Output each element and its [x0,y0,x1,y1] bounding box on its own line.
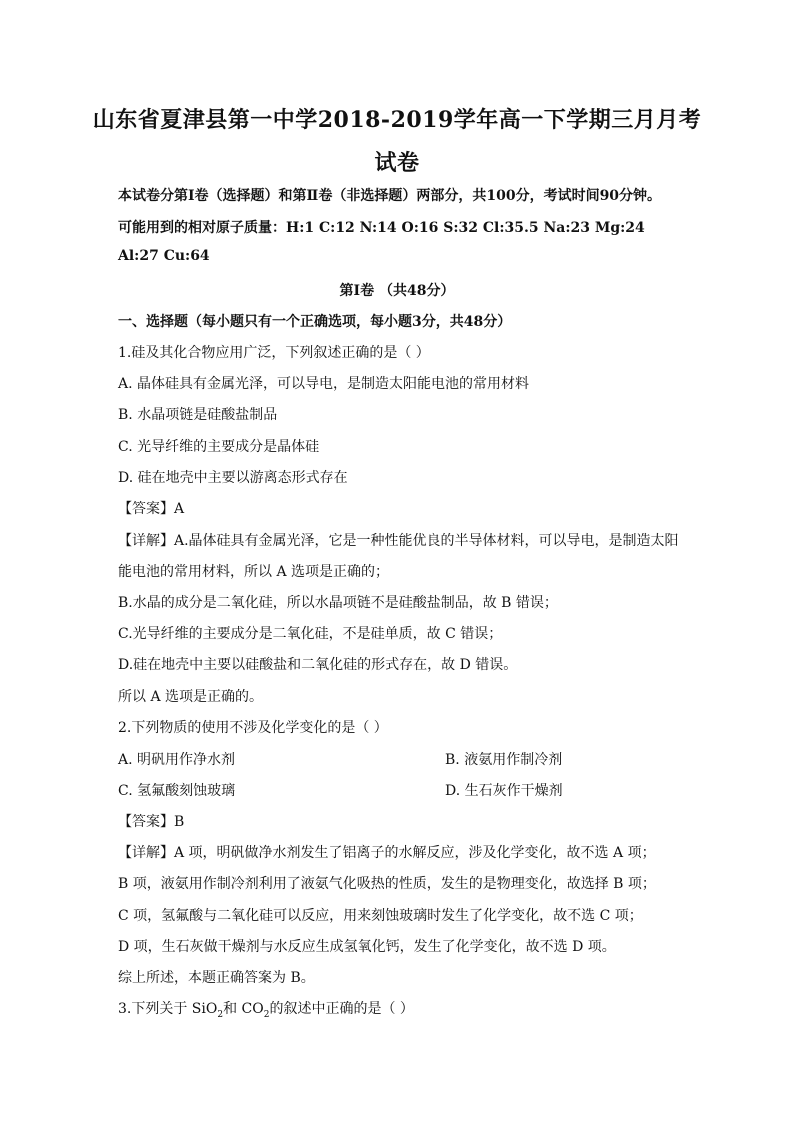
question-1-option-d: D. 硅在地壳中主要以游离态形式存在 [118,470,348,486]
subscript: 2 [263,1009,270,1020]
question-3-stem-part: 和 CO [223,1001,264,1017]
question-1-detail: 所以 A 选项是正确的。 [118,689,264,705]
question-1-option-b: B. 水晶项链是硅酸盐制品 [118,407,278,423]
question-1-option-a: A. 晶体硅具有金属光泽，可以导电，是制造太阳能电池的常用材料 [118,376,530,392]
question-2-option-b: B. 液氨用作制冷剂 [445,752,563,768]
question-1-answer: 【答案】A [118,501,185,517]
question-2-option-d: D. 生石灰作干燥剂 [445,783,563,799]
question-3-stem-part: 的叙述中正确的是（ ） [269,1001,414,1017]
question-3-stem [118,998,414,1020]
question-2-option-c: C. 氢氟酸刻蚀玻璃 [118,783,236,799]
section-heading: 第Ⅰ卷 （共48分） [339,283,455,299]
atomic-masses-line1: 可能用到的相对原子质量：H:1 C:12 N:14 O:16 S:32 Cl:35.5 Na:23 Mg:24 [118,220,645,236]
atomic-masses-line2: Al:27 Cu:64 [118,248,210,264]
question-2-stem: 2.下列物质的使用不涉及化学变化的是（ ） [118,720,388,736]
question-2-detail: 综上所述，本题正确答案为 B。 [118,970,315,986]
question-2-answer: 【答案】B [118,814,185,830]
question-2-detail: 【详解】A 项，明矾做净水剂发生了铝离子的水解反应，涉及化学变化，故不选 A 项； [118,845,656,861]
part-one-heading: 一、选择题（每小题只有一个正确选项，每小题3分，共48分） [118,314,512,330]
question-1-detail: D.硅在地壳中主要以硅酸盐和二氧化硅的形式存在，故 D 错误。 [118,657,518,673]
exam-description: 本试卷分第Ⅰ卷（选择题）和第Ⅱ卷（非选择题）两部分，共100分，考试时间90分钟。 [118,188,662,204]
exam-title-line2: 试卷 [374,150,420,176]
question-1-detail: B.水晶的成分是二氧化硅，所以水晶项链不是硅酸盐制品，故 B 错误； [118,595,558,611]
question-1-detail: 【详解】A.晶体硅具有金属光泽，它是一种性能优良的半导体材料，可以导电，是制造太阳 [118,533,679,549]
question-2-detail: D 项，生石灰做干燥剂与水反应生成氢氧化钙，发生了化学变化，故不选 D 项。 [118,939,616,955]
question-1-detail: 能电池的常用材料，所以 A 选项是正确的； [118,564,390,580]
question-2-detail: B 项，液氨用作制冷剂利用了液氨气化吸热的性质，发生的是物理变化，故选择 B 项； [118,876,656,892]
question-1-detail: C.光导纤维的主要成分是二氧化硅，不是硅单质，故 C 错误； [118,626,503,642]
question-1-stem: 1.硅及其化合物应用广泛，下列叙述正确的是（ ） [118,345,430,361]
subscript: 2 [217,1009,224,1020]
question-2-option-a: A. 明矾用作净水剂 [118,752,236,768]
exam-title-line1: 山东省夏津县第一中学2018-2019学年高一下学期三月月考 [92,107,702,133]
question-3-stem-part: 3.下列关于 SiO [118,1001,218,1017]
question-1-option-c: C. 光导纤维的主要成分是晶体硅 [118,439,320,455]
question-2-detail: C 项，氢氟酸与二氧化硅可以反应，用来刻蚀玻璃时发生了化学变化，故不选 C 项； [118,908,643,924]
